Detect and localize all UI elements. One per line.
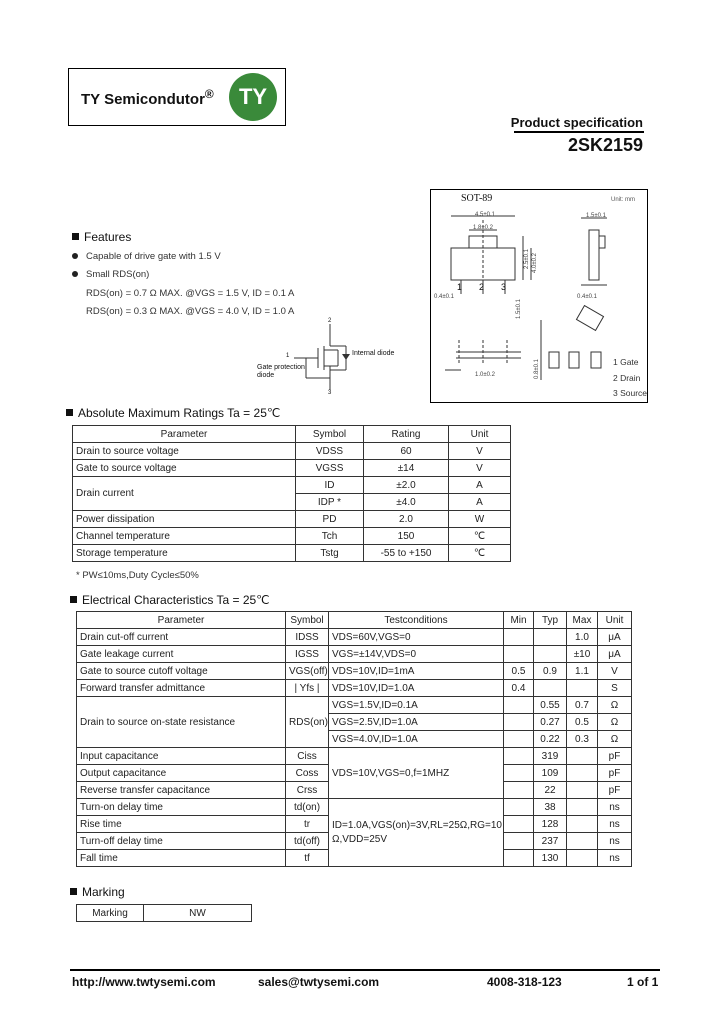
- unit-cell: Ω: [598, 731, 632, 748]
- dim-f: 0.4±0.1: [434, 294, 454, 300]
- pin-num-3: 3: [501, 282, 507, 292]
- min-cell: 0.5: [504, 663, 534, 680]
- unit-cell: Ω: [598, 697, 632, 714]
- param-cell: Reverse transfer capacitance: [77, 782, 286, 799]
- unit-cell: pF: [598, 782, 632, 799]
- header-cell: Symbol: [286, 612, 329, 629]
- pin-drain: 2 Drain: [613, 373, 641, 383]
- param-cell: Rise time: [77, 816, 286, 833]
- typ-cell: 0.27: [534, 714, 567, 731]
- dim-a: 4.5±0.1: [475, 212, 495, 218]
- table-row: [77, 905, 252, 922]
- header-cell: Parameter: [73, 426, 296, 443]
- cond-cell: VDS=10V,VGS=0,f=1MHZ: [329, 748, 504, 799]
- symbol-cell: ID: [296, 477, 364, 494]
- features-title: [72, 230, 131, 244]
- footer-page: 1 of 1: [627, 975, 659, 989]
- min-cell: [504, 646, 534, 663]
- dim-i: 1.0±0.2: [475, 372, 495, 378]
- company-name: [81, 87, 214, 108]
- param-cell: Drain cut-off current: [77, 629, 286, 646]
- company-logo-box: [68, 68, 286, 126]
- typ-cell: [534, 629, 567, 646]
- unit-cell: V: [598, 663, 632, 680]
- feature-item-1: [72, 251, 221, 262]
- min-cell: [504, 816, 534, 833]
- header-cell: Max: [567, 612, 598, 629]
- rating-cell: 60: [364, 443, 449, 460]
- rating-cell: ±14: [364, 460, 449, 477]
- gate-diode-label: diode: [257, 372, 275, 379]
- table-row: [73, 528, 511, 545]
- min-cell: [504, 782, 534, 799]
- dim-h: 1.5±0.1: [515, 299, 522, 319]
- param-cell: Turn-on delay time: [77, 799, 286, 816]
- param-cell: Gate to source voltage: [73, 460, 296, 477]
- symbol-cell: tf: [286, 850, 329, 867]
- part-number: 2SK2159: [567, 135, 643, 155]
- abs-max-title: [66, 406, 280, 420]
- gate-protection-label: Gate protection: [257, 364, 305, 371]
- symbol-cell: | Yfs |: [286, 680, 329, 697]
- param-cell: Storage temperature: [73, 545, 296, 562]
- symbol-cell: Ciss: [286, 748, 329, 765]
- package-name: SOT-89: [461, 193, 493, 204]
- min-cell: 0.4: [504, 680, 534, 697]
- table-row: [77, 629, 632, 646]
- typ-cell: 0.9: [534, 663, 567, 680]
- min-cell: [504, 714, 534, 731]
- param-cell: Drain current: [73, 477, 296, 511]
- unit-cell: ns: [598, 850, 632, 867]
- symbol-cell: IDSS: [286, 629, 329, 646]
- param-cell: Power dissipation: [73, 511, 296, 528]
- switching-cond-cell: [329, 799, 504, 867]
- unit-cell: pF: [598, 765, 632, 782]
- circuit-pin2: 2: [328, 318, 332, 324]
- footer-rule: [70, 969, 660, 971]
- header-cell: Unit: [598, 612, 632, 629]
- param-cell: Forward transfer admittance: [77, 680, 286, 697]
- max-cell: 1.1: [567, 663, 598, 680]
- company-name-text: TY Semicondutor: [81, 91, 205, 108]
- cond-cell: VDS=10V,ID=1mA: [329, 663, 504, 680]
- param-cell: Gate leakage current: [77, 646, 286, 663]
- rating-cell: ±4.0: [364, 494, 449, 511]
- rds-line-1: RDS(on) = 0.7 Ω MAX. @VGS = 1.5 V, ID = 0.1 A: [86, 288, 295, 299]
- max-cell: 1.0: [567, 629, 598, 646]
- abs-max-table: [72, 425, 511, 562]
- max-cell: [567, 799, 598, 816]
- unit-cell: A: [449, 477, 511, 494]
- abs-max-title-text: Absolute Maximum Ratings Ta = 25℃: [78, 406, 281, 420]
- features-title-text: Features: [84, 230, 132, 244]
- dim-g: 0.4±0.1: [577, 294, 597, 300]
- symbol-cell: IDP *: [296, 494, 364, 511]
- cond-cell: VGS=2.5V,ID=1.0A: [329, 714, 504, 731]
- pin-gate: 1 Gate: [613, 357, 639, 367]
- header-cell: Testconditions: [329, 612, 504, 629]
- unit-cell: V: [449, 443, 511, 460]
- symbol-cell: Coss: [286, 765, 329, 782]
- dim-j: 0.8±0.1: [533, 359, 540, 379]
- typ-cell: 237: [534, 833, 567, 850]
- marking-table: [76, 904, 252, 922]
- max-cell: [567, 680, 598, 697]
- registered-mark: ®: [204, 87, 214, 101]
- header-rule: [514, 131, 644, 133]
- dim-d: 2.5±0.1: [523, 249, 530, 269]
- table-header-row: [73, 426, 511, 443]
- header-cell: Rating: [364, 426, 449, 443]
- elec-title-text: Electrical Characteristics Ta = 25℃: [82, 593, 270, 607]
- section-square-icon: [70, 888, 77, 895]
- min-cell: [504, 799, 534, 816]
- unit-cell: ns: [598, 833, 632, 850]
- param-cell: Drain to source on-state resistance: [77, 697, 286, 748]
- symbol-cell: RDS(on): [286, 697, 329, 748]
- cond-cell: VDS=60V,VGS=0: [329, 629, 504, 646]
- footer-phone: 4008-318-123: [487, 975, 562, 989]
- unit-cell: μA: [598, 646, 632, 663]
- table-row: [73, 443, 511, 460]
- cond-cell: VGS=4.0V,ID=1.0A: [329, 731, 504, 748]
- marking-title-text: Marking: [82, 885, 125, 899]
- table-header-row: [77, 612, 632, 629]
- bullet-icon: [72, 253, 78, 259]
- unit-cell: ℃: [449, 545, 511, 562]
- unit-cell: ns: [598, 816, 632, 833]
- footer-email-link[interactable]: sales@twtysemi.com: [258, 975, 380, 989]
- header-cell: Parameter: [77, 612, 286, 629]
- min-cell: [504, 697, 534, 714]
- unit-cell: μA: [598, 629, 632, 646]
- symbol-cell: td(on): [286, 799, 329, 816]
- symbol-cell: td(off): [286, 833, 329, 850]
- cond-cell: VGS=±14V,VDS=0: [329, 646, 504, 663]
- param-cell: Fall time: [77, 850, 286, 867]
- dim-c: 1.5±0.1: [586, 213, 606, 219]
- max-cell: 0.5: [567, 714, 598, 731]
- table-row: [77, 697, 632, 714]
- table-row: [77, 663, 632, 680]
- typ-cell: 22: [534, 782, 567, 799]
- unit-cell: A: [449, 494, 511, 511]
- typ-cell: 0.55: [534, 697, 567, 714]
- param-cell: Output capacitance: [77, 765, 286, 782]
- header-cell: Symbol: [296, 426, 364, 443]
- header-cell: Typ: [534, 612, 567, 629]
- cond-line-2: Ω,VDD=25V: [332, 833, 387, 845]
- unit-cell: Ω: [598, 714, 632, 731]
- cond-cell: VGS=1.5V,ID=0.1A: [329, 697, 504, 714]
- header-cell: Unit: [449, 426, 511, 443]
- param-cell: Gate to source cutoff voltage: [77, 663, 286, 680]
- typ-cell: 38: [534, 799, 567, 816]
- ty-logo-icon: TY: [229, 73, 277, 121]
- symbol-cell: VDSS: [296, 443, 364, 460]
- package-outline: [430, 189, 648, 403]
- min-cell: [504, 629, 534, 646]
- max-cell: [567, 748, 598, 765]
- typ-cell: 109: [534, 765, 567, 782]
- table-row: [73, 545, 511, 562]
- circuit-pin3: 3: [328, 390, 332, 396]
- package-unit: Unit: mm: [611, 197, 635, 203]
- bullet-icon: [72, 271, 78, 277]
- rds-line-2: RDS(on) = 0.3 Ω MAX. @VGS = 4.0 V, ID = 1.0 A: [86, 306, 295, 317]
- unit-cell: W: [449, 511, 511, 528]
- unit-cell: V: [449, 460, 511, 477]
- table-row: [77, 646, 632, 663]
- symbol-cell: VGSS: [296, 460, 364, 477]
- pin-source: 3 Source: [613, 388, 648, 398]
- typ-cell: [534, 680, 567, 697]
- symbol-cell: Tch: [296, 528, 364, 545]
- cond-cell: VDS=10V,ID=1.0A: [329, 680, 504, 697]
- rating-cell: 2.0: [364, 511, 449, 528]
- dim-b: 1.8±0.2: [473, 225, 493, 231]
- symbol-cell: VGS(off): [286, 663, 329, 680]
- param-cell: Drain to source voltage: [73, 443, 296, 460]
- pin-num-1: 1: [457, 282, 463, 292]
- table-row: [77, 799, 632, 816]
- pin-num-2: 2: [479, 282, 485, 292]
- section-square-icon: [70, 596, 77, 603]
- circuit-pin1: 1: [286, 353, 290, 359]
- min-cell: [504, 748, 534, 765]
- section-square-icon: [66, 409, 73, 416]
- header-cell: Min: [504, 612, 534, 629]
- typ-cell: 319: [534, 748, 567, 765]
- param-cell: Turn-off delay time: [77, 833, 286, 850]
- internal-diode-label: Internal diode: [352, 350, 395, 357]
- table-row: [73, 511, 511, 528]
- param-cell: Channel temperature: [73, 528, 296, 545]
- symbol-cell: tr: [286, 816, 329, 833]
- typ-cell: 130: [534, 850, 567, 867]
- mosfet-symbol-icon: [280, 318, 370, 398]
- symbol-cell: Tstg: [296, 545, 364, 562]
- footer-url-link[interactable]: http://www.twtysemi.com: [72, 975, 216, 989]
- cond-line-1: ID=1.0A,VGS(on)=3V,RL=25Ω,RG=10: [332, 819, 502, 831]
- symbol-cell: Crss: [286, 782, 329, 799]
- min-cell: [504, 833, 534, 850]
- max-cell: [567, 833, 598, 850]
- max-cell: [567, 850, 598, 867]
- max-cell: [567, 765, 598, 782]
- abs-max-note: * PW≤10ms,Duty Cycle≤50%: [76, 570, 199, 581]
- unit-cell: S: [598, 680, 632, 697]
- dim-e: 4.0±0.2: [531, 253, 538, 273]
- min-cell: [504, 731, 534, 748]
- unit-cell: ℃: [449, 528, 511, 545]
- rating-cell: -55 to +150: [364, 545, 449, 562]
- typ-cell: 128: [534, 816, 567, 833]
- table-row: [77, 748, 632, 765]
- symbol-cell: IGSS: [286, 646, 329, 663]
- marking-title: [70, 885, 125, 899]
- rating-cell: ±2.0: [364, 477, 449, 494]
- section-square-icon: [72, 233, 79, 240]
- max-cell: 0.3: [567, 731, 598, 748]
- table-row: [77, 680, 632, 697]
- max-cell: [567, 816, 598, 833]
- unit-cell: ns: [598, 799, 632, 816]
- elec-table: [76, 611, 632, 867]
- elec-title: [70, 593, 270, 607]
- min-cell: [504, 765, 534, 782]
- feature-item-2-text: Small RDS(on): [86, 269, 150, 280]
- marking-label-cell: Marking: [77, 905, 144, 922]
- rating-cell: 150: [364, 528, 449, 545]
- table-row: [73, 477, 511, 494]
- table-row: [73, 460, 511, 477]
- param-cell: Input capacitance: [77, 748, 286, 765]
- symbol-cell: PD: [296, 511, 364, 528]
- max-cell: [567, 782, 598, 799]
- marking-value-cell: NW: [144, 905, 252, 922]
- typ-cell: 0.22: [534, 731, 567, 748]
- max-cell: 0.7: [567, 697, 598, 714]
- typ-cell: [534, 646, 567, 663]
- unit-cell: pF: [598, 748, 632, 765]
- spec-label: Product specification: [510, 115, 643, 130]
- feature-item-1-text: Capable of drive gate with 1.5 V: [86, 251, 221, 262]
- feature-item-2: [72, 269, 149, 280]
- max-cell: ±10: [567, 646, 598, 663]
- min-cell: [504, 850, 534, 867]
